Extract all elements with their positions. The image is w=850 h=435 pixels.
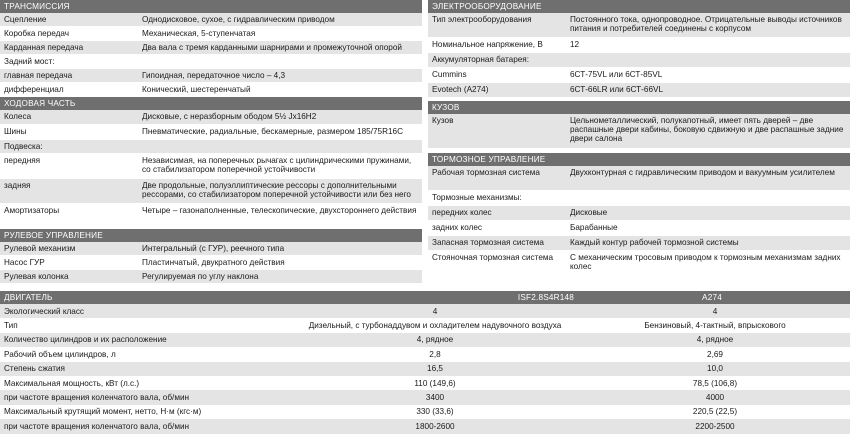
- table-row: [0, 179, 422, 204]
- table-row: [0, 204, 422, 229]
- row-value: Однодисковое, сухое, с гидравлическим приводом: [142, 15, 335, 24]
- row-label: Амортизаторы: [4, 206, 60, 215]
- row-label: Запасная тормозная система: [432, 238, 544, 247]
- left-column: [0, 0, 422, 284]
- row-label: Коробка передач: [4, 29, 70, 38]
- row-label: Тормозные механизмы:: [432, 193, 522, 202]
- row-label: дифференциал: [4, 85, 64, 94]
- table-row: [428, 251, 850, 276]
- row-value: [138, 55, 422, 68]
- table-row: [428, 53, 850, 68]
- table-row: [0, 270, 422, 284]
- table-row: [0, 242, 422, 256]
- row-value: Четыре – газонаполненные, телескопические, двухстороннего действия: [142, 206, 417, 215]
- row-value: Двухконтурная с гидравлическим приводом и вакуумным усилителем: [570, 168, 835, 177]
- row-value-a: 1800-2600: [415, 421, 455, 431]
- row-label: Задний мост:: [4, 57, 55, 66]
- section-header-transmission: ТРАНСМИССИЯ: [0, 0, 422, 13]
- row-value: Гипоидная, передаточное число – 4,3: [142, 71, 286, 80]
- engine-table: [0, 291, 850, 434]
- table-row: [428, 191, 850, 206]
- table-row: [0, 27, 422, 41]
- row-value: Конический, шестеренчатый: [142, 85, 251, 94]
- row-value: [138, 140, 422, 153]
- section-header-engine: [0, 291, 850, 304]
- row-value: Постоянного тока, однопроводное. Отрицательные выводы источников питания и потребителей соединены с корпусом: [570, 15, 842, 33]
- row-value: Дисковые, с неразборным ободом 5½ Jx16H2: [142, 112, 317, 121]
- row-label: Рабочая тормозная система: [432, 168, 540, 177]
- row-value-a: 110 (149,6): [414, 378, 456, 388]
- row-label: Номинальное напряжение, В: [432, 40, 543, 49]
- electrical-table: [428, 13, 850, 98]
- table-row: [0, 125, 422, 140]
- row-label: при частоте вращения коленчатого вала, об/мин: [4, 421, 190, 431]
- table-row: [428, 206, 850, 221]
- row-value: С механическим тросовым приводом к тормозным механизмам задних колес: [570, 253, 841, 271]
- table-row: [0, 419, 850, 433]
- table-row: [428, 13, 850, 38]
- row-label: Кузов: [432, 116, 454, 125]
- row-label: Шины: [4, 127, 27, 136]
- row-value: [566, 53, 850, 67]
- row-value: Каждый контур рабочей тормозной системы: [570, 238, 739, 247]
- row-label: при частоте вращения коленчатого вала, об/мин: [4, 393, 190, 403]
- table-row: [0, 83, 422, 97]
- row-value: Интегральный (с ГУР), реечного типа: [142, 244, 285, 253]
- section-header-electrical: ЭЛЕКТРООБОРУДОВАНИЕ: [428, 0, 850, 13]
- row-label: Колеса: [4, 112, 32, 121]
- row-label: Степень сжатия: [4, 364, 65, 374]
- engine-title: ДВИГАТЕЛЬ: [4, 293, 53, 302]
- row-value: Барабанные: [570, 223, 618, 232]
- row-label: Рабочий объем цилиндров, л: [4, 349, 116, 359]
- row-label: Рулевой механизм: [4, 244, 76, 253]
- table-row: [0, 304, 850, 318]
- right-column: [428, 0, 850, 276]
- steering-table: [0, 242, 422, 284]
- row-value-a: 4, рядное: [416, 335, 454, 345]
- row-label: Evotech (A274): [432, 85, 489, 94]
- table-row: [428, 166, 850, 191]
- row-value: Пневматические, радиальные, бескамерные, размером 185/75R16C: [142, 127, 404, 136]
- row-label: Стояночная тормозная система: [432, 253, 554, 262]
- table-row: [428, 83, 850, 98]
- table-row: [428, 68, 850, 83]
- row-value-b: 220,5 (22,5): [692, 407, 738, 417]
- row-value: Регулируемая по углу наклона: [142, 272, 259, 281]
- table-row: [0, 13, 422, 27]
- chassis-table: [0, 110, 422, 229]
- row-label: Карданная передача: [4, 43, 84, 52]
- section-header-brakes: ТОРМОЗНОЕ УПРАВЛЕНИЕ: [428, 153, 850, 166]
- row-label: Экологический класс: [4, 306, 85, 316]
- section-header-chassis: ХОДОВАЯ ЧАСТЬ: [0, 97, 422, 110]
- table-row: [0, 347, 850, 361]
- row-value-a: Дизельный, с турбонаддувом и охладителем надувочного воздуха: [308, 321, 562, 331]
- row-label: Максимальная мощность, кВт (л.с.): [4, 378, 140, 388]
- row-value: Цельнометаллический, полукапотный, имеет пять дверей – две распашные двери кабины, боковую сдвижную и две распашные задние двери салона: [570, 116, 844, 143]
- row-label: Насос ГУР: [4, 258, 45, 267]
- row-label: главная передача: [4, 71, 73, 80]
- table-row: [0, 256, 422, 270]
- row-value: Два вала с тремя карданными шарнирами и промежуточной опорой: [142, 43, 402, 52]
- row-value-a: 4: [432, 306, 438, 316]
- table-row: [0, 41, 422, 55]
- row-label: Рулевая колонка: [4, 272, 69, 281]
- row-label: Cummins: [432, 70, 467, 79]
- row-value: Пластинчатый, двукратного действия: [142, 258, 285, 267]
- table-row: [0, 140, 422, 154]
- section-header-body: КУЗОВ: [428, 101, 850, 114]
- table-row: [0, 110, 422, 125]
- table-row: [0, 333, 850, 347]
- table-row: [0, 376, 850, 390]
- row-label: передних колес: [432, 208, 492, 217]
- row-value: 6СТ-75VL или 6СТ-85VL: [570, 70, 663, 79]
- section-header-steering: РУЛЕВОЕ УПРАВЛЕНИЕ: [0, 229, 422, 242]
- body-table: [428, 114, 850, 149]
- table-row: [0, 55, 422, 69]
- row-value-b: 4, рядное: [696, 335, 734, 345]
- row-label: Подвеска:: [4, 142, 43, 151]
- row-value-b: 10,0: [707, 364, 723, 374]
- row-value: [566, 191, 850, 205]
- row-label: передняя: [4, 156, 41, 165]
- engine-column-1: ISF2.8S4R148: [517, 293, 574, 302]
- table-row: [0, 362, 850, 376]
- row-label: Сцепление: [4, 15, 47, 24]
- row-value: Механическая, 5-ступенчатая: [142, 29, 256, 38]
- table-row: [428, 114, 850, 149]
- transmission-table: [0, 13, 422, 97]
- row-value-b: Бензиновый, 4-тактный, впрыскового: [644, 321, 786, 331]
- row-value-b: 2200-2500: [695, 421, 735, 431]
- row-value: Дисковые: [570, 208, 608, 217]
- row-label: задняя: [4, 181, 31, 190]
- row-value: 12: [570, 40, 580, 49]
- row-label: Максимальный крутящий момент, нетто, Н·м (кгс·м): [4, 407, 202, 417]
- row-label: задних колес: [432, 223, 483, 232]
- row-value-b: 78,5 (106,8): [692, 378, 738, 388]
- table-row: [428, 221, 850, 236]
- table-row: [428, 236, 850, 251]
- table-row: [0, 390, 850, 404]
- row-value: Две продольные, полуэллиптические рессоры с дополнительными рессорами, со стабилизатором поперечной устойчивости или без него: [142, 181, 411, 199]
- row-value: 6СТ-66LR или 6СТ-66VL: [570, 85, 664, 94]
- row-label: Тип: [4, 321, 18, 331]
- row-value-a: 16,5: [427, 364, 443, 374]
- engine-column-2: A274: [702, 293, 722, 302]
- row-value: Независимая, на поперечных рычагах с цилиндрическими пружинами, со стабилизатором поперечной устойчивости: [142, 156, 412, 174]
- row-value-b: 4000: [705, 393, 725, 403]
- row-value-a: 3400: [425, 393, 445, 403]
- table-row: [0, 405, 850, 419]
- table-row: [0, 69, 422, 83]
- row-value-b: 4: [712, 306, 718, 316]
- row-label: Тип электрооборудования: [432, 15, 532, 24]
- row-label: Аккумуляторная батарея:: [432, 55, 530, 64]
- row-label: Количество цилиндров и их расположение: [4, 335, 167, 345]
- table-row: [428, 38, 850, 53]
- table-row: [0, 154, 422, 179]
- brakes-table: [428, 166, 850, 276]
- row-value-a: 2,8: [429, 349, 441, 359]
- row-value-a: 330 (33,6): [416, 407, 454, 417]
- table-row: [0, 318, 850, 332]
- row-value-b: 2,69: [707, 349, 723, 359]
